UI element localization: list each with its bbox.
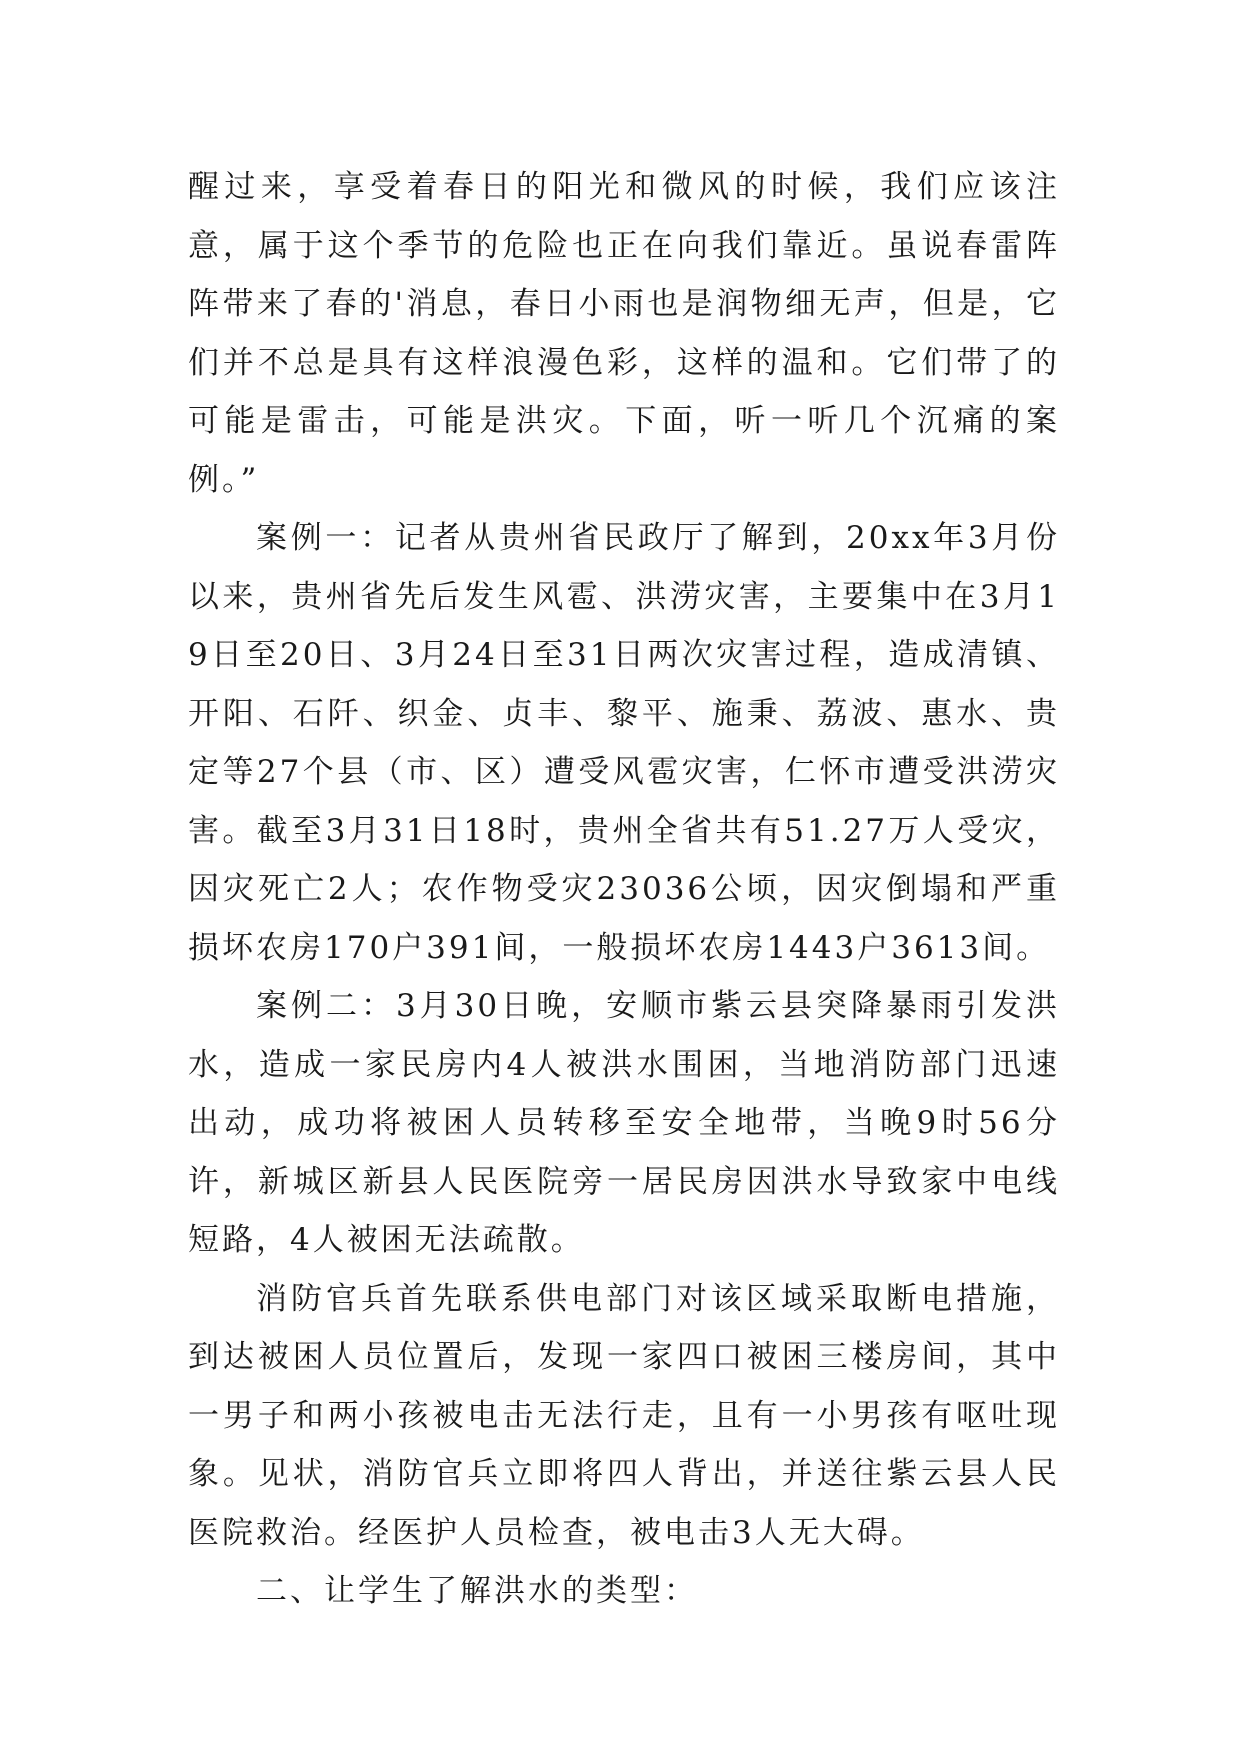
paragraph-rescue: 消防官兵首先联系供电部门对该区域采取断电措施，到达被困人员位置后，发现一家四口被困三楼房间，其中一男子和两小孩被电击无法行走，且有一小男孩有呕吐现象。见状，消防官兵立即将四人背出，并送往紫云县人民医院救治。经医护人员检查，被电击3人无大碍。 [188, 1280, 1060, 1551]
document-body [188, 158, 1060, 1621]
section-heading-flood-types: 二、让学生了解洪水的类型： [256, 1573, 698, 1609]
paragraph-case-one: 案例一：记者从贵州省民政厅了解到，20xx年3月份以来，贵州省先后发生风雹、洪涝灾害，主要集中在3月19日至20日、3月24日至31日两次灾害过程，造成清镇、开阳、石阡、织金、贞丰、黎平、施秉、荔波、惠水、贵定等27个县（市、区）遭受风雹灾害，仁怀市遭受洪涝灾害。截至3月31日18时，贵州全省共有51.27万人受灾，因灾死亡2人；农作物受灾23036公顷，因灾倒塌和严重损坏农房170户391间，一般损坏农房1443户3613间。 [188, 520, 1060, 966]
paragraph-intro-continued: 醒过来，享受着春日的阳光和微风的时候，我们应该注意，属于这个季节的危险也正在向我们靠近。虽说春雷阵阵带来了春的'消息，春日小雨也是润物细无声，但是，它们并不总是具有这样浪漫色彩，这样的温和。它们带了的可能是雷击，可能是洪灾。下面，听一听几个沉痛的案例。” [188, 169, 1060, 498]
paragraph-case-two: 案例二：3月30日晚，安顺市紫云县突降暴雨引发洪水，造成一家民房内4人被洪水围困，当地消防部门迅速出动，成功将被困人员转移至安全地带，当晚9时56分许，新城区新县人民医院旁一居民房因洪水导致家中电线短路，4人被困无法疏散。 [188, 988, 1060, 1258]
